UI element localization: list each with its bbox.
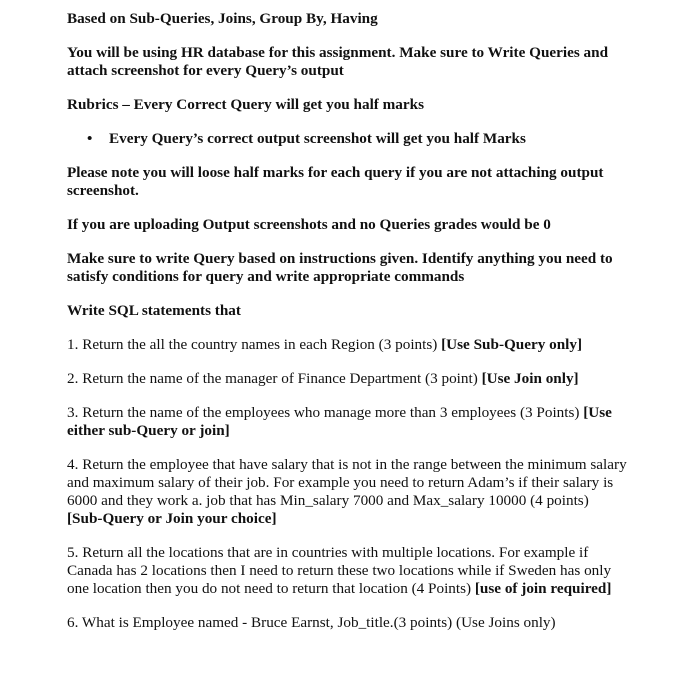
question-2 <box>67 370 627 388</box>
question-text: 5. Return all the locations that are in countries with multiple locations. For example if Canada has 2 locations then I need to return these two locations while if Sweden has only one location then you do not need to return that location (4 Points) <box>67 544 612 597</box>
question-3 <box>67 404 627 440</box>
question-text: 6. What is Employee named - Bruce Earnst, Job_title.(3 points) (Use Joins only) <box>67 614 556 631</box>
question-requirement: [Use either sub-Query or join] <box>67 404 612 439</box>
bullet-icon: • <box>87 130 93 147</box>
rubric-bullet-item <box>67 130 627 148</box>
question-requirement: [use of join required] <box>474 580 612 597</box>
document-heading: Based on Sub-Queries, Joins, Group By, Having <box>67 10 378 27</box>
question-requirement: [Use Sub-Query only] <box>441 336 583 353</box>
bullet-text: Every Query’s correct output screenshot will get you half Marks <box>109 130 526 147</box>
note-paragraph: Please note you will loose half marks for each query if you are not attaching output screenshot. <box>67 164 604 199</box>
instructions-paragraph: You will be using HR database for this assignment. Make sure to Write Queries and attach screenshot for every Query’s output <box>67 44 609 79</box>
assignment-document <box>67 10 627 648</box>
question-requirement: [Use Join only] <box>481 370 579 387</box>
question-5 <box>67 544 627 598</box>
question-4 <box>67 456 627 528</box>
question-6 <box>67 614 627 632</box>
question-text: 2. Return the name of the manager of Finance Department (3 point) <box>67 370 478 387</box>
upload-warning-paragraph: If you are uploading Output screenshots and no Queries grades would be 0 <box>67 216 551 233</box>
question-text: 4. Return the employee that have salary that is not in the range between the minimum salary and maximum salary of their job. For example you need to return Adam’s if their salary is 6000 and they work a. job that has Min_salary 7000 and Max_salary 10000 (4 points) <box>67 456 627 509</box>
question-1 <box>67 336 627 354</box>
question-requirement: [Sub-Query or Join your choice] <box>67 510 277 527</box>
write-sql-heading: Write SQL statements that <box>67 302 241 319</box>
question-text: 3. Return the name of the employees who manage more than 3 employees (3 Points) <box>67 404 580 421</box>
make-sure-paragraph: Make sure to write Query based on instructions given. Identify anything you need to satisfy conditions for query and write appropriate commands <box>67 250 613 285</box>
rubrics-paragraph: Rubrics – Every Correct Query will get you half marks <box>67 96 424 113</box>
question-text: 1. Return the all the country names in each Region (3 points) <box>67 336 438 353</box>
